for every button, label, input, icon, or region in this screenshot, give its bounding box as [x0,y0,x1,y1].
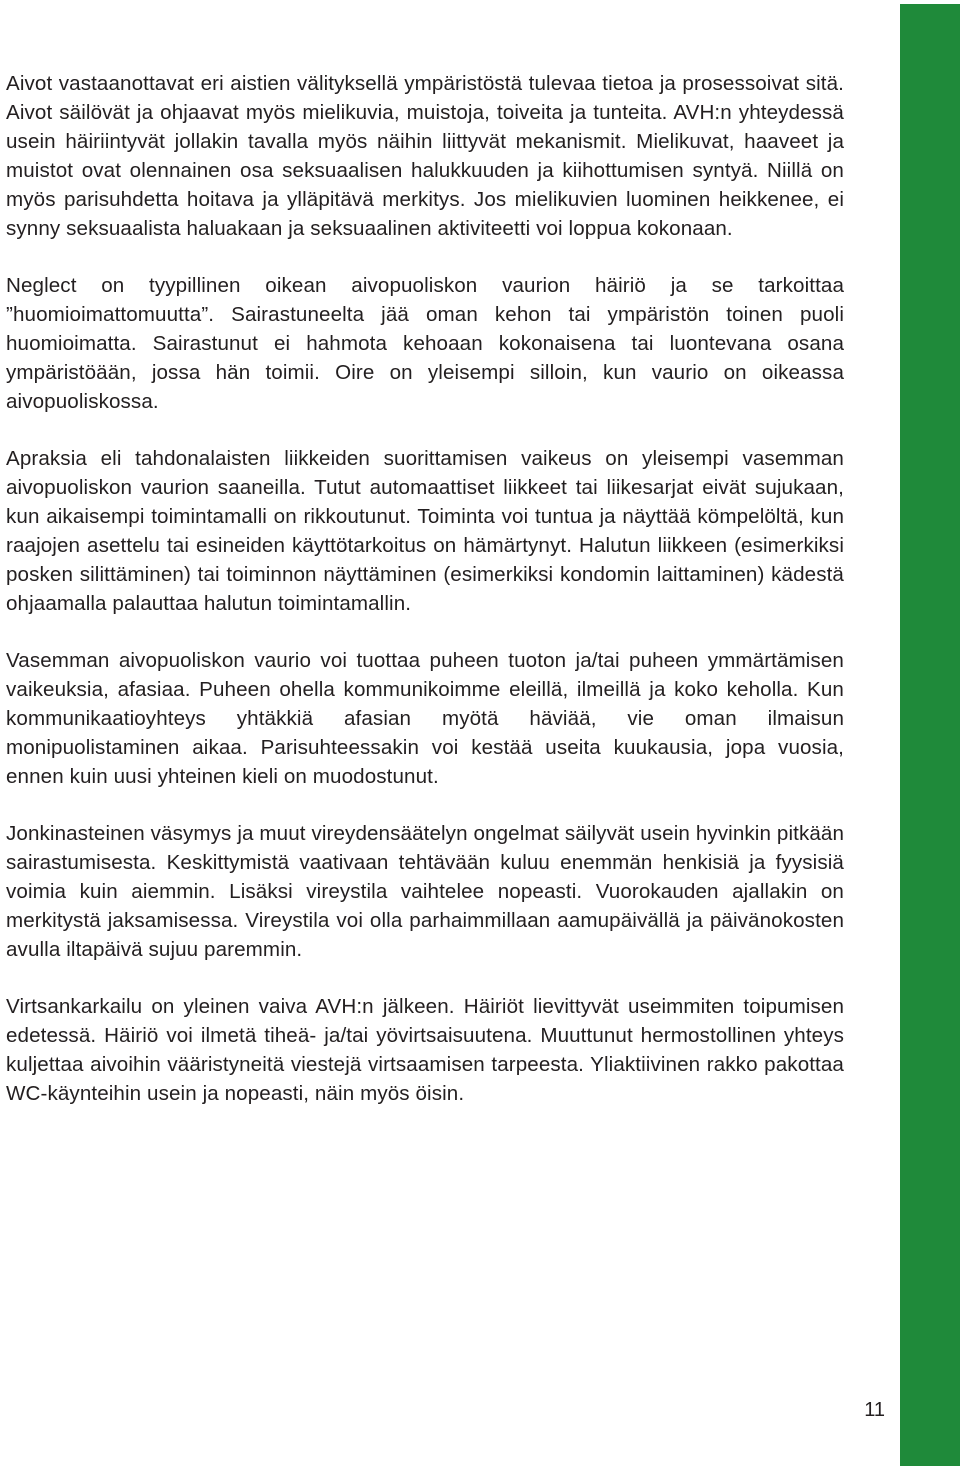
green-side-bar [900,4,960,1466]
page-number: 11 [864,1399,885,1421]
paragraph-aphasia: Vasemman aivopuoliskon vaurio voi tuottaa puheen tuoton ja/tai puheen ymmärtämisen vaikeuksia, afasiaa. Puheen ohella kommunikoimme eleillä, ilmeillä ja koko keholla. Kun kommunikaatioyhteys yhtäkkiä afasian myötä häviää, vie oman ilmaisun monipuolistaminen aikaa. Parisuhteessakin voi kestää useita kuukausia, jopa vuosia, ennen kuin uusi yhteinen kieli on muodostunut. [6,649,844,788]
body-text [6,69,844,1108]
paragraph-apraxia: Apraksia eli tahdonalaisten liikkeiden suorittamisen vaikeus on yleisempi vasemman aivopuoliskon vaurion saaneilla. Tutut automaattiset liikkeet tai liikesarjat eivät sujukaan, kun aikaisempi toimintamalli on rikkoutunut. Toiminta voi tuntua ja näyttää kömpelöltä, kun raajojen asettelu tai esineiden käyttötarkoitus on hämärtynyt. Halutun liikkeen (esimerkiksi posken silittäminen) tai toiminnon näyttäminen (esimerkiksi kondomin laittaminen) kädestä ohjaamalla palauttaa halutun toimintamallin. [6,447,844,615]
paragraph-fatigue: Jonkinasteinen väsymys ja muut vireydensäätelyn ongelmat säilyvät usein hyvinkin pitkään sairastumisesta. Keskittymistä vaativaan tehtävään kuluu enemmän henkisiä ja fyysisiä voimia kuin aiemmin. Lisäksi vireystila vaihtelee nopeasti. Vuorokauden ajallakin on merkitystä jaksamisessa. Vireystila voi olla parhaimmillaan aamupäivällä ja päivänokosten avulla iltapäivä sujuu paremmin. [6,822,844,961]
paragraph-incontinence: Virtsankarkailu on yleinen vaiva AVH:n jälkeen. Häiriöt lievittyvät useimmiten toipumisen edetessä. Häiriö voi ilmetä tiheä- ja/tai yövirtsaisuutena. Muuttunut hermostollinen yhteys kuljettaa aivoihin vääristyneitä viestejä virtsaamisen tarpeesta. Yliaktiivinen rakko pakottaa WC-käynteihin usein ja nopeasti, näin myös öisin. [6,995,844,1105]
paragraph-neglect: Neglect on tyypillinen oikean aivopuoliskon vaurion häiriö ja se tarkoittaa ”huomioimattomuutta”. Sairastuneelta jää oman kehon tai ympäristön toinen puoli huomioimatta. Sairastunut ei hahmota kehoaan kokonaisena tai luontevana osana ympäristöään, jossa hän toimii. Oire on yleisempi silloin, kun vaurio on oikeassa aivopuoliskossa. [6,274,844,413]
paragraph-perception: Aivot vastaanottavat eri aistien välityksellä ympäristöstä tulevaa tietoa ja prosessoivat sitä. Aivot säilövät ja ohjaavat myös mielikuvia, muistoja, toiveita ja tunteita. AVH:n yhteydessä usein häiriintyvät jollakin tavalla myös näihin liittyvät mekanismit. Mielikuvat, haaveet ja muistot ovat olennainen osa seksuaalisen halukkuuden ja kiihottumisen syntyä. Niillä on myös parisuhdetta hoitava ja ylläpitävä merkitys. Jos mielikuvien luominen heikkenee, ei synny seksuaalista haluakaan ja seksuaalinen aktiviteetti voi loppua kokonaan. [6,72,844,240]
